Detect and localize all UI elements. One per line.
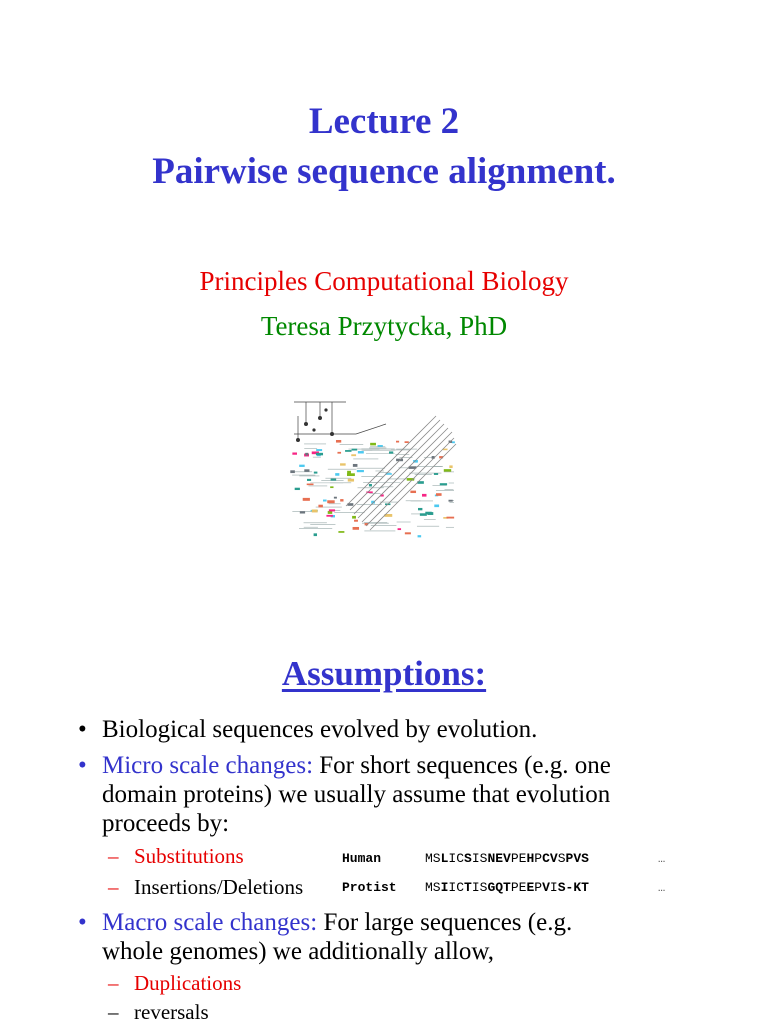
pathway-diagram-image <box>286 394 458 540</box>
bullet-marker: • <box>78 716 87 743</box>
micro-scale-text-line3: proceeds by: <box>102 810 230 837</box>
lecture-number-title: Lecture 2 <box>308 101 460 142</box>
lecture-topic-title: Pairwise sequence alignment. <box>152 151 616 192</box>
bullet-micro-scale <box>102 751 702 780</box>
macro-scale-label: Macro scale changes: <box>102 909 318 936</box>
substitutions-item: Substitutions <box>134 844 244 868</box>
human-sequence: MSLICSISNEVPEHPCVSPVS <box>425 851 589 866</box>
reversals-item: reversals <box>134 1000 209 1024</box>
insertions-deletions-item: Insertions/Deletions <box>134 875 304 899</box>
human-sequence-ellipsis: … <box>658 852 666 866</box>
micro-scale-label: Micro scale changes: <box>102 752 314 779</box>
bullet-marker: • <box>78 752 87 779</box>
sub-bullet-marker: – <box>108 875 119 899</box>
bullet-marker: • <box>78 909 87 936</box>
protist-sequence-ellipsis: … <box>658 881 666 895</box>
human-sequence-label: Human <box>342 851 382 866</box>
course-name: Principles Computational Biology <box>199 266 569 296</box>
protist-sequence: MSIICTISGQTPEEPVIS-KT <box>425 880 589 895</box>
duplications-item: Duplications <box>134 971 242 995</box>
bullet-evolution-text: Biological sequences evolved by evolution. <box>102 716 538 743</box>
micro-scale-text-line2: domain proteins) we usually assume that evolution <box>102 781 611 808</box>
micro-scale-text-line1: For short sequences (e.g. one <box>313 752 611 779</box>
author-name: Teresa Przytycka, PhD <box>260 311 508 341</box>
sub-bullet-marker: – <box>108 1000 119 1024</box>
sub-bullet-marker: – <box>108 971 119 995</box>
macro-scale-text-line2: whole genomes) we additionally allow, <box>102 938 495 965</box>
macro-scale-text-line1: For large sequences (e.g. <box>317 909 573 936</box>
bullet-macro-scale <box>102 908 702 937</box>
protist-sequence-label: Protist <box>342 880 397 895</box>
assumptions-heading: Assumptions: <box>281 654 487 693</box>
sub-bullet-marker: – <box>108 844 119 868</box>
